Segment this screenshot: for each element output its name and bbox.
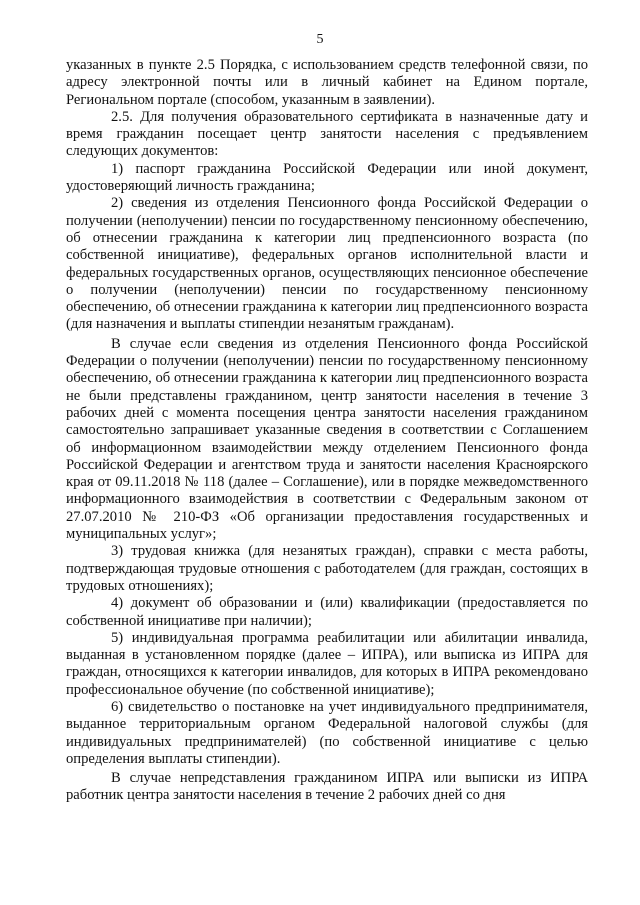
- list-item-1-passport: 1) паспорт гражданина Российской Федерации или иной документ, удостоверяющий личность гражданина;: [66, 160, 588, 195]
- document-body: [66, 57, 588, 805]
- paragraph-ipra-absence: В случае непредставления гражданином ИПРА или выписки из ИПРА работник центра занятости населения в течение 2 рабочих дней со дня: [66, 770, 588, 804]
- list-item-3-work-book: 3) трудовая книжка (для незанятых граждан), справки с места работы, подтверждающая трудовые отношения с работодателем (для граждан, состоящих в трудовых отношениях);: [66, 543, 588, 594]
- paragraph-continuation: указанных в пункте 2.5 Порядка, с использованием средств телефонной связи, по адресу электронной почты или в личный кабинет на Едином портале, Региональном портале (способом, указанным в заявлении).: [66, 57, 588, 108]
- list-item-2-pension-info: 2) сведения из отделения Пенсионного фонда Российской Федерации о получении (неполучении) пенсии по государственному пенсионному обеспечению, об отнесении гражданина к категории лиц предпенсионного возраста (по собственной инициативе), федеральных органов исполнительной власти и федеральных государственных органов, осуществляющих пенсионное обеспечение о получении (неполучении) пенсии по государственному пенсионному обеспечению, об отнесении гражданина к категории лиц предпенсионного возраста (для назначения и выплаты стипендии незанятым гражданам).: [66, 195, 588, 333]
- paragraph-pension-request: В случае если сведения из отделения Пенсионного фонда Российской Федерации о получении (неполучении) пенсии по государственному пенсионному обеспечению, об отнесении гражданина к категории лиц предпенсионного возраста не были представлены гражданином, центр занятости населения в течение 3 рабочих дней с момента посещения центра занятости населения гражданином самостоятельно запрашивает указанные сведения в соответствии с Соглашением об информационном взаимодействии между отделением Пенсионного фонда Российской Федерации и агентством труда и занятости населения Красноярского края от 09.11.2018 № 118 (далее – Соглашение), или в порядке межведомственного информационного взаимодействия в соответствии с Федеральным законом от 27.07.2010 № 210-ФЗ «Об организации предоставления государственных и муниципальных услуг»;: [66, 335, 588, 543]
- list-item-4-education-document: 4) документ об образовании и (или) квалификации (предоставляется по собственной инициативе при наличии);: [66, 595, 588, 629]
- page-number: 5: [316, 32, 324, 47]
- paragraph-2-5: 2.5. Для получения образовательного сертификата в назначенные дату и время гражданин посещает центр занятости населения с предъявлением следующих документов:: [66, 108, 588, 160]
- list-item-6-entrepreneur-certificate: 6) свидетельство о постановке на учет индивидуального предпринимателя, выданное территориальным органом Федеральной налоговой службы (для индивидуальных предпринимателей) (по собственной инициативе с целью определения выплаты стипендии).: [66, 698, 588, 767]
- list-item-5-ipra: 5) индивидуальная программа реабилитации или абилитации инвалида, выданная в установленном порядке (далее – ИПРА), или выписка из ИПРА для граждан, относящихся к категории инвалидов, для которых в ИПРА рекомендовано профессиональное обучение (по собственной инициативе);: [66, 629, 588, 698]
